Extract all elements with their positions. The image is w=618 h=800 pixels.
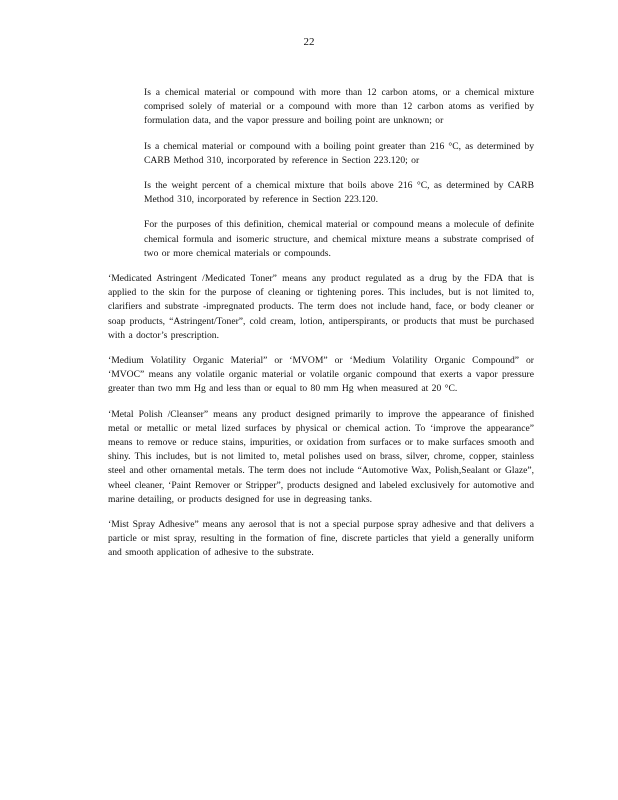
paragraph-metal-polish: ‘Metal Polish /Cleanser” means any product designed primarily to improve the appearance of finished metal or metallic or metal lized surfaces by physical or chemical action. To ‘improve the appearance” means to remove or reduce stains, impurities, or oxidation from surfaces or to make surfaces smooth and shiny. This includes, but is not limited to, metal polishes used on brass, silver, chrome, copper, stainless steel and other ornamental metals. The term does not include “Automotive Wax, Polish,Sealant or Glaze”, wheel cleaner, ‘Paint Remover or Stripper”, products designed and labeled exclusively for automotive and marine detailing, or products designed for use in degreasing tanks. xyxy=(108,408,534,505)
page-number: 22 xyxy=(303,36,315,48)
paragraph-medicated-astringent: ‘Medicated Astringent /Medicated Toner” means any product regulated as a drug by the FDA that is applied to the skin for the purpose of cleaning or tightening pores. This includes, but is not limited to, clarifiers and substrate -impregnated products. The term does not include hand, face, or body cleaner or soap products, “Astringent/Toner”, cold cream, lotion, antiperspirants, or products that must be purchased with a doctor’s prescription. xyxy=(108,273,534,341)
paragraph-weight-percent: Is the weight percent of a chemical mixture that boils above 216 °C, as determined by CARB Method 310, incorporated by reference in Section 223.120. xyxy=(144,180,534,206)
paragraph-carbon-atoms: Is a chemical material or compound with more than 12 carbon atoms, or a chemical mixture comprised solely of material or a compound with more than 12 carbon atoms as verified by formulation data, and the vapor pressure and boiling point are unknown; or xyxy=(144,87,534,127)
paragraph-definition-purposes: For the purposes of this definition, chemical material or compound means a molecule of definite chemical formula and isomeric structure, and chemical mixture means a substrate comprised of two or more chemical materials or compounds. xyxy=(144,219,534,259)
document-body xyxy=(108,86,534,572)
paragraph-medium-volatility: ‘Medium Volatility Organic Material” or ‘MVOM” or ‘Medium Volatility Organic Compound” or ‘MVOC” means any volatile organic material or volatile organic compound that exerts a vapor pressure greater than two mm Hg and less than or equal to 80 mm Hg when measured at 20 °C. xyxy=(108,355,534,395)
paragraph-boiling-point: Is a chemical material or compound with a boiling point greater than 216 °C, as determined by CARB Method 310, incorporated by reference in Section 223.120; or xyxy=(144,140,534,166)
paragraph-mist-spray-adhesive: ‘Mist Spray Adhesive” means any aerosol that is not a special purpose spray adhesive and that delivers a particle or mist spray, resulting in the formation of fine, discrete particles that yield a generally uniform and smooth application of adhesive to the substrate. xyxy=(108,519,534,559)
